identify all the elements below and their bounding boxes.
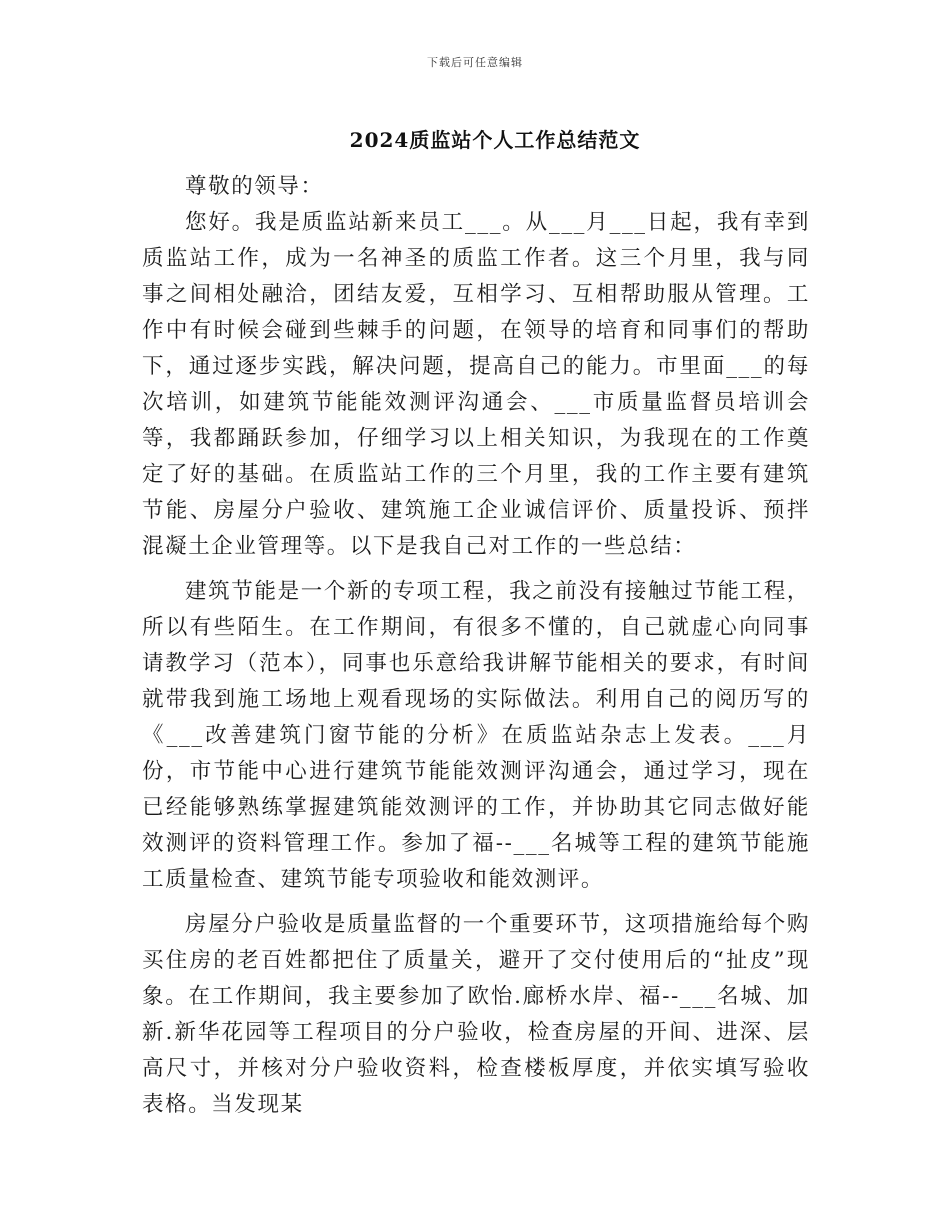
- paragraph-3: 房屋分户验收是质量监督的一个重要环节，这项措施给每个购买住房的老百姓都把住了质量关，避开了交付使用后的“扯皮”现象。在工作期间，我主要参加了欧怡.廊桥水岸、福--___名城、加新.新华花园等工程项目的分户验收，检查房屋的开间、进深、层高尺寸，并核对分户验收资料，检查楼板厚度，并依实填写验收表格。当发现某: [142, 912, 810, 1117]
- document-title: 2024质监站个人工作总结范文: [349, 128, 641, 152]
- greeting: 尊敬的领导：: [185, 174, 324, 199]
- document-body: [142, 169, 810, 1123]
- header-note: 下载后可任意编辑: [427, 56, 523, 69]
- paragraph-1: 您好。我是质监站新来员工___。从___月___日起，我有幸到质监站工作，成为一名神圣的质监工作者。这三个月里，我与同事之间相处融洽，团结友爱，互相学习、互相帮助服从管理。工作中有时候会碰到些棘手的问题，在领导的培育和同事们的帮助下，通过逐步实践，解决问题，提高自己的能力。市里面___的每次培训，如建筑节能能效测评沟通会、___市质量监督员培训会等，我都踊跃参加，仔细学习以上相关知识，为我现在的工作奠定了好的基础。在质监站工作的三个月里，我的工作主要有建筑节能、房屋分户验收、建筑施工企业诚信评价、质量投诉、预拌混凝土企业管理等。以下是我自己对工作的一些总结：: [142, 210, 810, 559]
- paragraph-2: 建筑节能是一个新的专项工程，我之前没有接触过节能工程，所以有些陌生。在工作期间，有很多不懂的，自己就虚心向同事请教学习（范本），同事也乐意给我讲解节能相关的要求，有时间就带我到施工场地上观看现场的实际做法。利用自己的阅历写的《___改善建筑门窗节能的分析》在质监站杂志上发表。___月份，市节能中心进行建筑节能能效测评沟通会，通过学习，现在已经能够熟练掌握建筑能效测评的工作，并协助其它同志做好能效测评的资料管理工作。参加了福--___名城等工程的建筑节能施工质量检查、建筑节能专项验收和能效测评。: [142, 579, 810, 892]
